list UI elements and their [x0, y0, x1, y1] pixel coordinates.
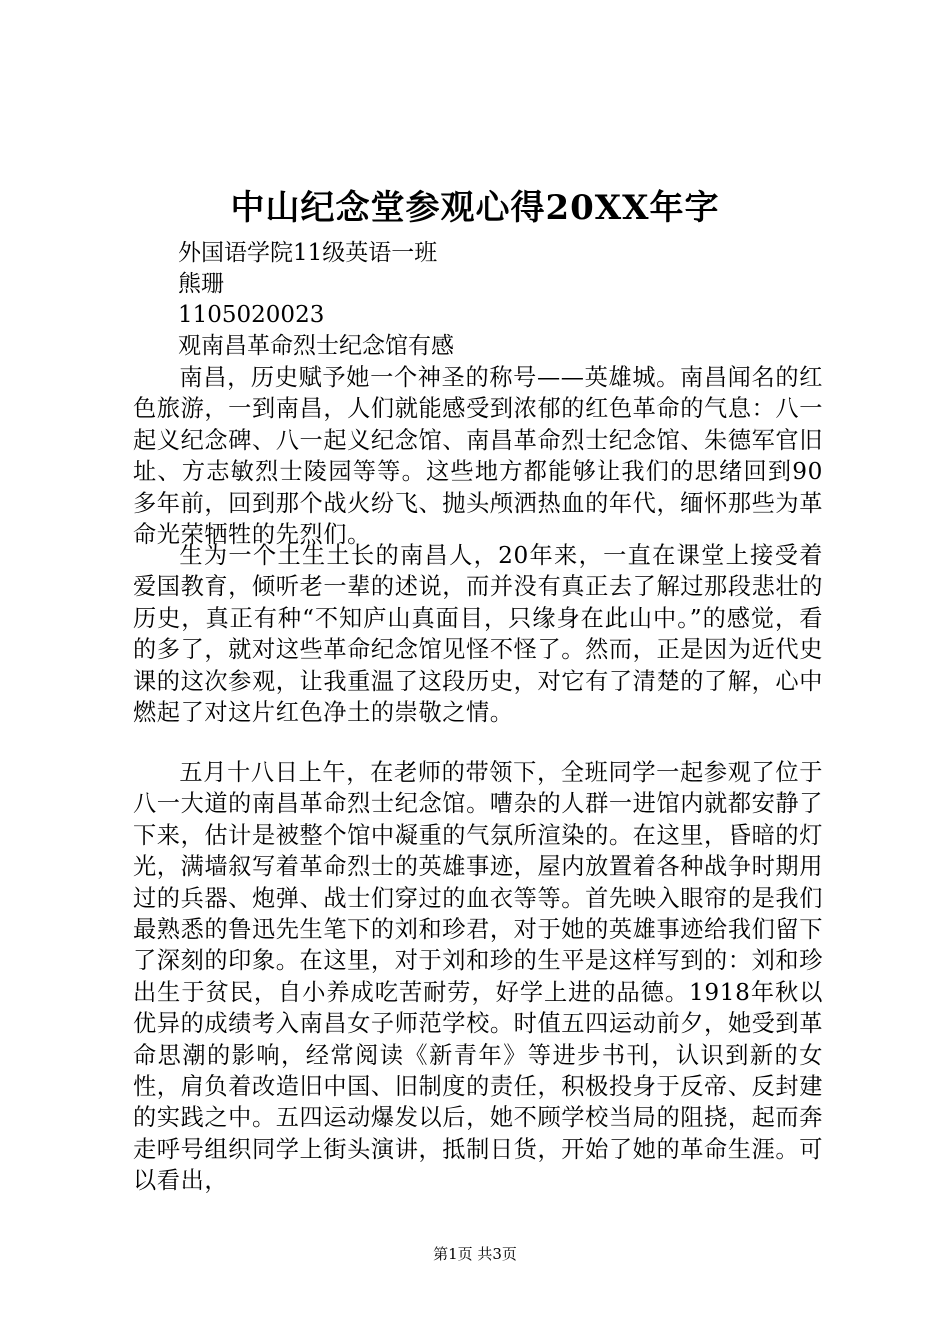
paragraph-3: 五月十八日上午，在老师的带领下，全班同学一起参观了位于八一大道的南昌革命烈士纪念馆。嘈杂的人群一进馆内就都安静了下来，估计是被整个馆中凝重的气氛所渲染的。在这里，昏暗的灯光，满墙叙写着革命烈士的英雄事迹，屋内放置着各种战争时期用过的兵器、炮弹、战士们穿过的血衣等等。首先映入眼帘的是我们最熟悉的鲁迅先生笔下的刘和珍君，对于她的英雄事迹给我们留下了深刻的印象。在这里，对于刘和珍的生平是这样写到的：刘和珍出生于贫民，自小养成吃苦耐劳，好学上进的品德。1918年秋以优异的成绩考入南昌女子师范学校。时值五四运动前夕，她受到革命思潮的影响，经常阅读《新青年》等进步书刊，认识到新的女性，肩负着改造旧中国、旧制度的责任，积极投身于反帝、反封建的实践之中。五四运动爆发以后，她不顾学校当局的阻挠，起而奔走呼号组织同学上街头演讲，抵制日货，开始了她的革命生涯。可以看出， — [133, 759, 823, 1195]
paragraph-2: 生为一个土生土长的南昌人，20年来，一直在课堂上接受着爱国教育，倾听老一辈的述说，而并没有真正去了解过那段悲壮的历史，真正有种“不知庐山真面目，只缘身在此山中。”的感觉，看的多了，就对这些革命纪念馆见怪不怪了。然而，正是因为近代史课的这次参观，让我重温了这段历史，对它有了清楚的了解，心中燃起了对这片红色净土的崇敬之情。 — [133, 542, 823, 727]
student-id: 1105020023 — [178, 302, 325, 328]
page-footer: 第1页 共3页 — [433, 1245, 517, 1263]
author-name: 熊珊 — [178, 271, 224, 297]
class-line: 外国语学院11级英语一班 — [178, 240, 438, 266]
essay-subtitle: 观南昌革命烈士纪念馆有感 — [178, 333, 454, 359]
page-title: 中山纪念堂参观心得20XX年字 — [230, 188, 720, 228]
paragraph-1: 南昌，历史赋予她一个神圣的称号——英雄城。南昌闻名的红色旅游，一到南昌，人们就能感受到浓郁的红色革命的气息：八一起义纪念碑、八一起义纪念馆、南昌革命烈士纪念馆、朱德军官旧址、方志敏烈士陵园等等。这些地方都能够让我们的思绪回到90多年前，回到那个战火纷飞、抛头颅洒热血的年代，缅怀那些为革命光荣牺牲的先烈们。 — [133, 364, 823, 549]
